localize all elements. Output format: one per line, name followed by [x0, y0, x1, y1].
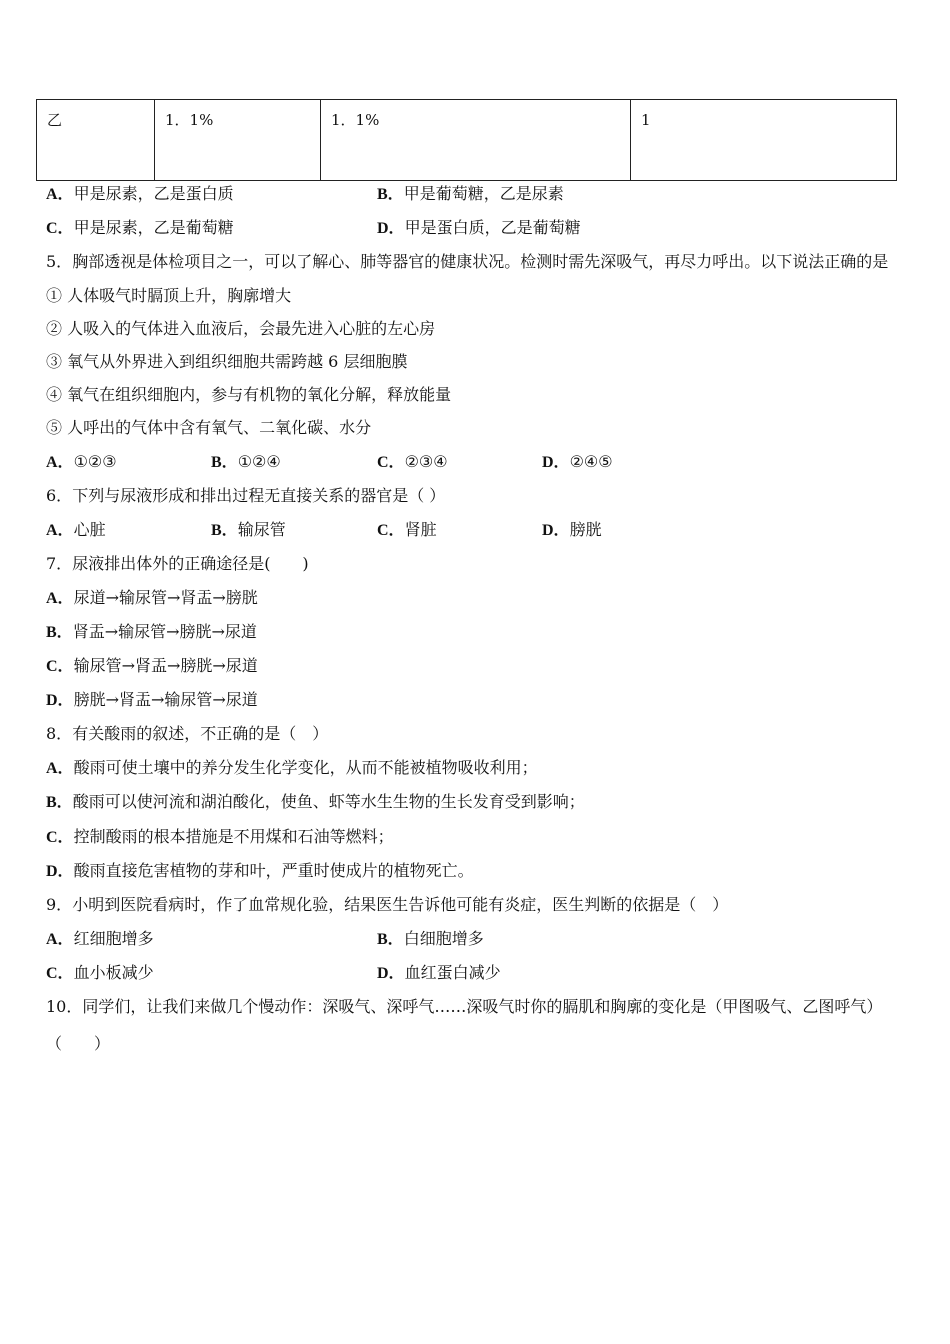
statement: ⑤ 人呼出的气体中含有氧气、二氧化碳、水分	[46, 418, 372, 437]
table-row	[37, 100, 897, 181]
option-c: C．肾脏	[377, 520, 437, 539]
option-c: C．甲是尿素，乙是葡萄糖	[46, 218, 234, 237]
option-a: A．心脏	[46, 520, 106, 539]
table-cell: 1	[631, 100, 897, 181]
option-d: D．膀胱→肾盂→输尿管→尿道	[46, 690, 258, 709]
option-c: C．控制酸雨的根本措施是不用煤和石油等燃料；	[46, 827, 394, 846]
statement: ② 人吸入的气体进入血液后，会最先进入心脏的左心房	[46, 319, 436, 338]
question-8-stem: 8．有关酸雨的叙述，不正确的是（ ）	[46, 724, 329, 743]
option-a: A．酸雨可使土壤中的养分发生化学变化，从而不能被植物吸收利用；	[46, 758, 538, 777]
option-b: B．酸雨可以使河流和湖泊酸化，使鱼、虾等水生生物的生长发育受到影响；	[46, 792, 585, 811]
option-b: B．肾盂→输尿管→膀胱→尿道	[46, 622, 257, 641]
option-b: B．甲是葡萄糖，乙是尿素	[377, 184, 564, 203]
question-9-stem: 9．小明到医院看病时，作了血常规化验，结果医生告诉他可能有炎症，医生判断的依据是（ ）	[46, 895, 729, 914]
option-b: B．①②④	[211, 452, 281, 471]
option-d: D．酸雨直接危害植物的芽和叶，严重时使成片的植物死亡。	[46, 861, 474, 880]
option-c: C．输尿管→肾盂→膀胱→尿道	[46, 656, 258, 675]
question-6-stem: 6．下列与尿液形成和排出过程无直接关系的器官是（ ）	[46, 486, 446, 505]
statement: ④ 氧气在组织细胞内，参与有机物的氧化分解，释放能量	[46, 385, 452, 404]
table-cell: 1．1%	[155, 100, 321, 181]
data-table	[36, 99, 897, 181]
option-c: C．②③④	[377, 452, 448, 471]
question-10-stem: 10．同学们，让我们来做几个慢动作：深吸气、深呼气……深吸气时你的膈肌和胸廓的变化是（甲图吸气、乙图呼气）	[46, 997, 883, 1016]
option-a: A．甲是尿素，乙是蛋白质	[46, 184, 234, 203]
question-5-stem: 5．胸部透视是体检项目之一，可以了解心、肺等器官的健康状况。检测时需先深吸气，再尽力呼出。以下说法正确的是	[46, 252, 889, 271]
option-a: A．尿道→输尿管→肾盂→膀胱	[46, 588, 258, 607]
option-b: B．输尿管	[211, 520, 286, 539]
option-a: A．红细胞增多	[46, 929, 154, 948]
option-d: D．血红蛋白减少	[377, 963, 501, 982]
table-cell: 乙	[37, 100, 155, 181]
table-cell: 1．1%	[321, 100, 631, 181]
question-10-stem-cont: （ ）	[46, 1034, 111, 1053]
statement: ① 人体吸气时膈顶上升，胸廓增大	[46, 286, 292, 305]
statement: ③ 氧气从外界进入到组织细胞共需跨越 6 层细胞膜	[46, 352, 408, 371]
option-c: C．血小板减少	[46, 963, 154, 982]
question-7-stem: 7．尿液排出体外的正确途径是( )	[46, 554, 309, 573]
option-d: D．膀胱	[542, 520, 602, 539]
option-b: B．白细胞增多	[377, 929, 484, 948]
option-d: D．②④⑤	[542, 452, 613, 471]
option-d: D．甲是蛋白质，乙是葡萄糖	[377, 218, 581, 237]
option-a: A．①②③	[46, 452, 117, 471]
